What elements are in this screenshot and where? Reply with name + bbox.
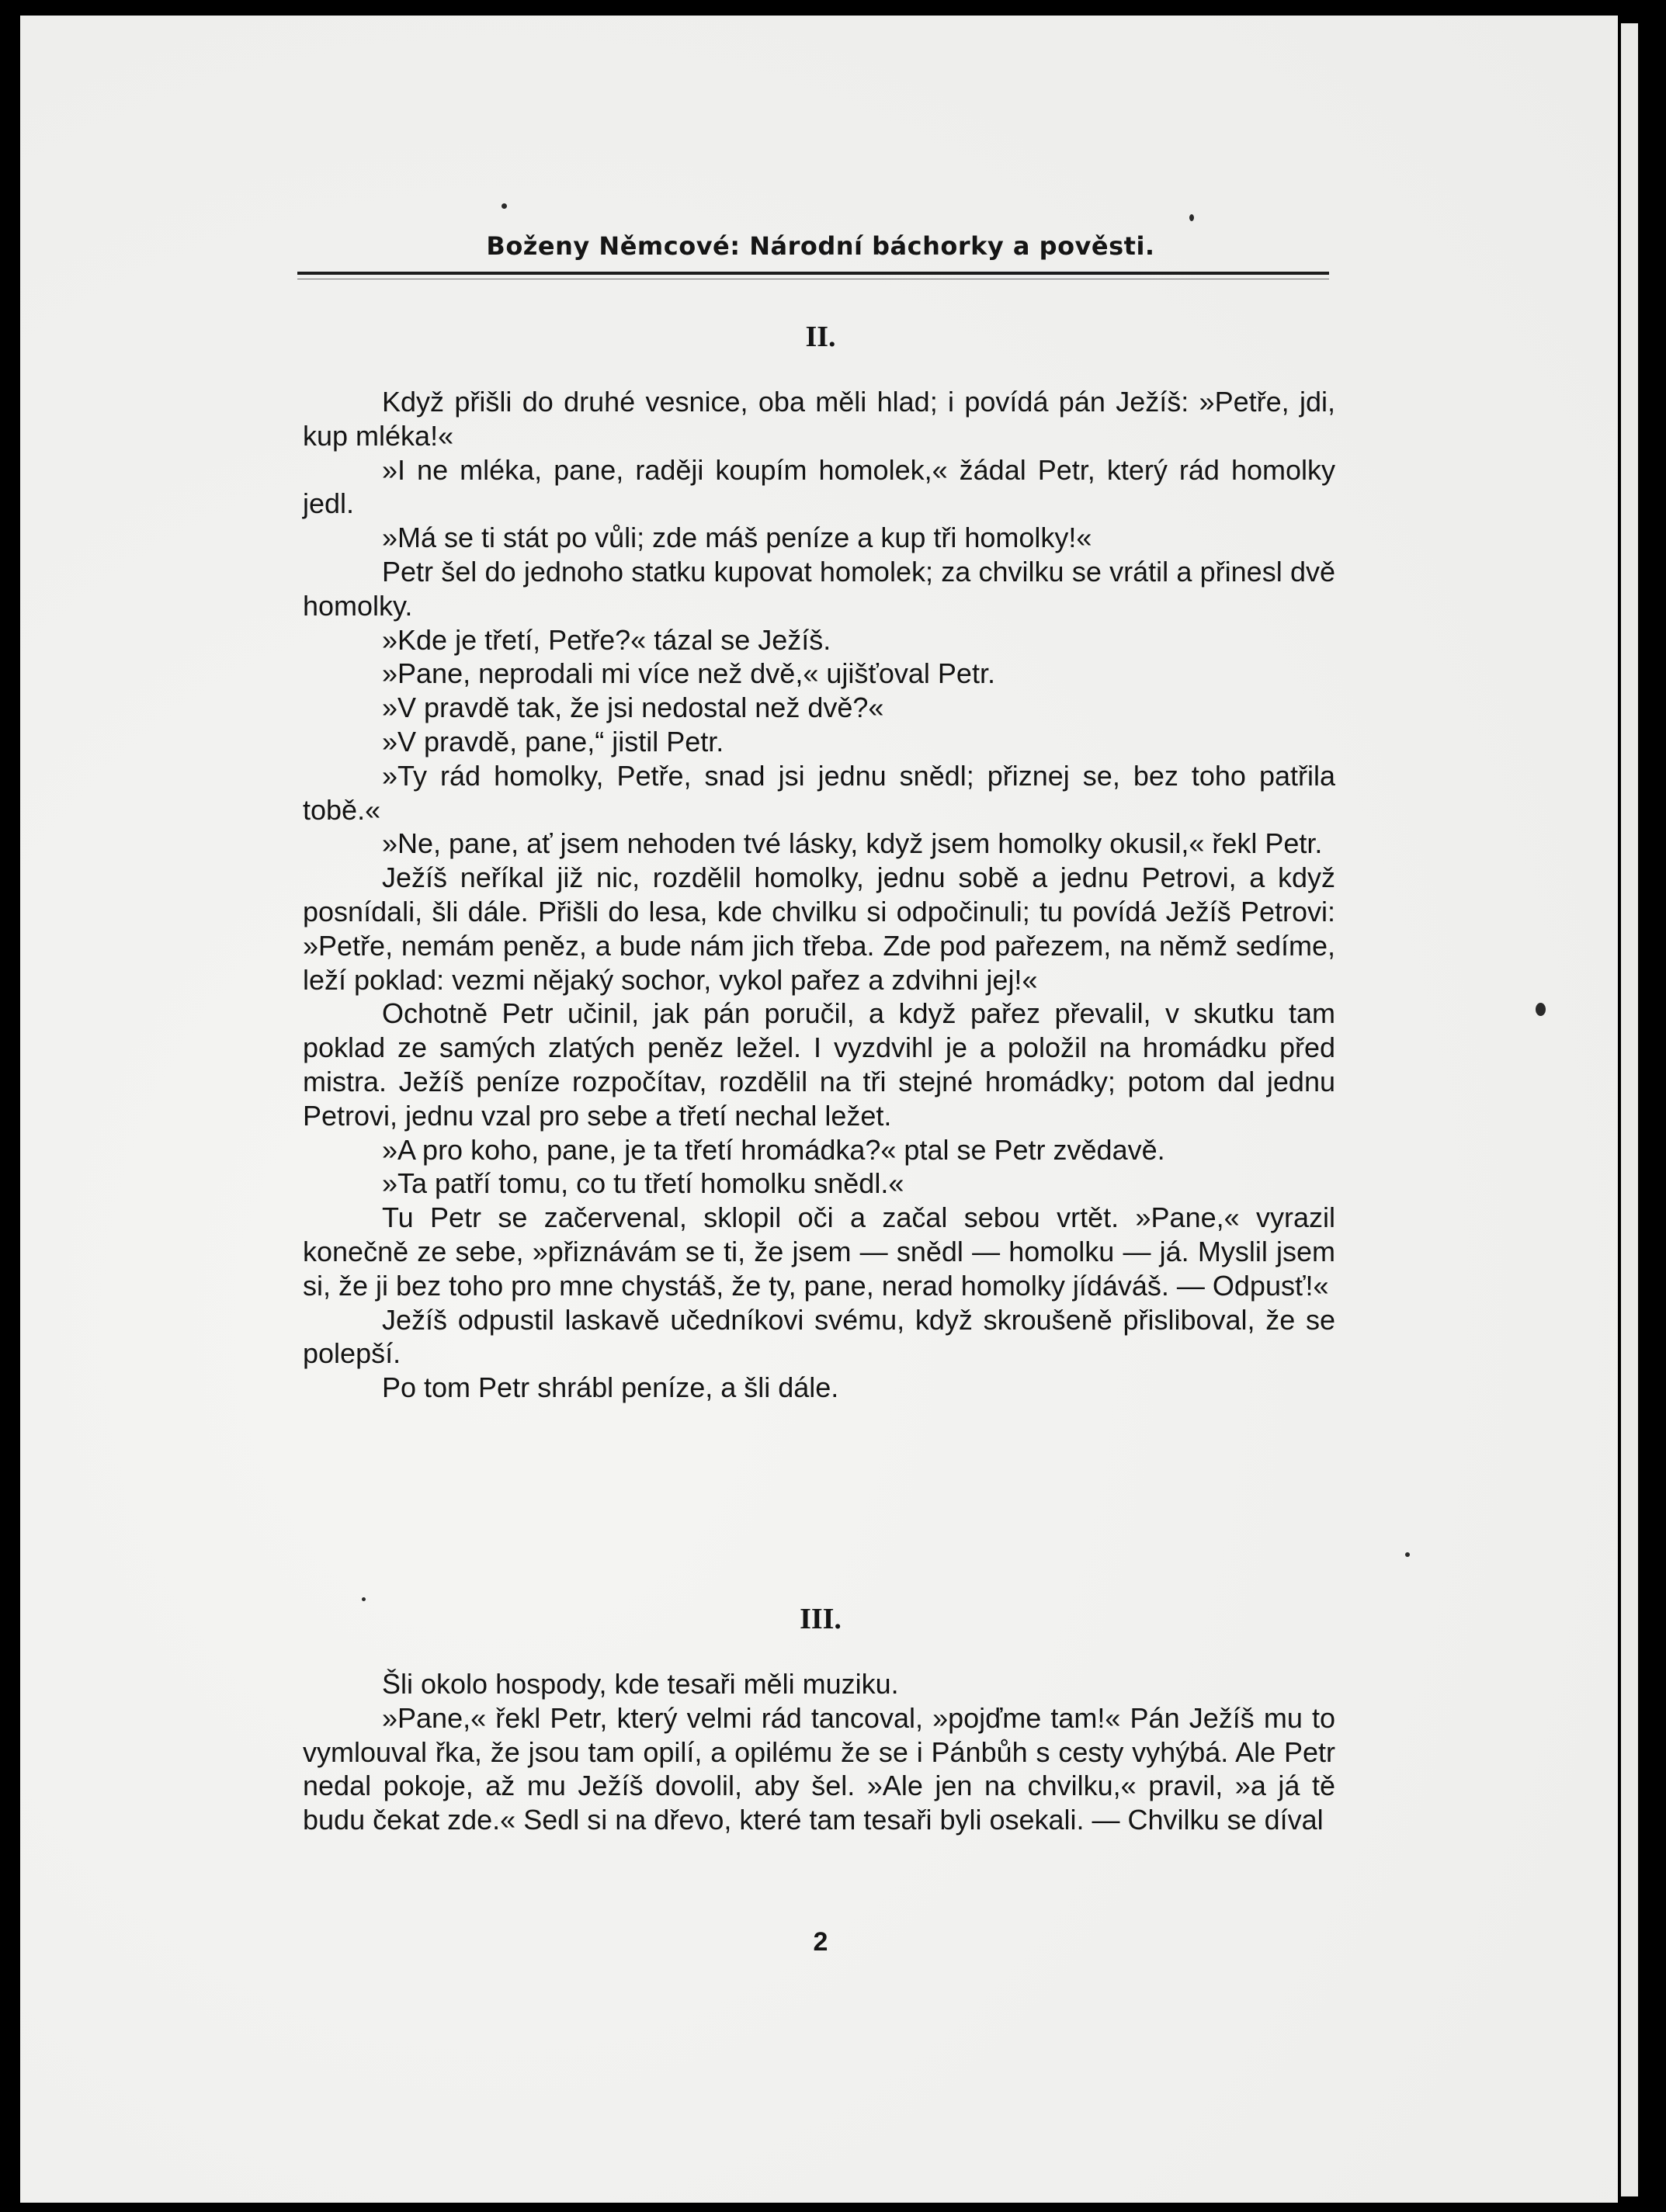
section-title-ii: II. — [805, 321, 836, 353]
paragraph: Ježíš odpustil laskavě učedníkovi svému, když skroušeně přisliboval, že se polepší. — [303, 1303, 1335, 1370]
scan-speck — [1189, 214, 1194, 221]
scan-speck — [502, 203, 507, 209]
scan-speck — [1536, 1003, 1546, 1016]
paragraph: »Pane, neprodali mi více než dvě,« ujišťoval Petr. — [382, 657, 995, 690]
paragraph: »Ta patří tomu, co tu třetí homolku snědl.« — [382, 1167, 904, 1200]
paragraph: Ochotně Petr učinil, jak pán poručil, a když pařez převalil, v skutku tam poklad ze samých zlatých peněz ležel. I vyzdvihl je a položil na hromádku před mistra. Ježíš peníze rozpočítav, rozdělil na tři stejné hromádky; potom dal jednu Petrovi, jednu vzal pro sebe a třetí nechal ležet. — [303, 997, 1335, 1132]
scan-speck — [1405, 1552, 1410, 1557]
paragraph: »A pro koho, pane, je ta třetí hromádka?« ptal se Petr zvědavě. — [382, 1133, 1165, 1166]
section-title-iii: III. — [800, 1603, 842, 1635]
paragraph: Tu Petr se začervenal, sklopil oči a začal sebou vrtět. »Pane,« vyrazil konečně ze sebe, »přiznávám se ti, že jsem — snědl — homolku — já. Myslil jsem si, že ji bez toho pro mne chystáš, že ty, pane, nerad homolky jídáváš. — Odpusť!« — [303, 1201, 1335, 1302]
paragraph: Ježíš neříkal již nic, rozdělil homolky, jednu sobě a jednu Petrovi, a když posnídali, šli dále. Přišli do lesa, kde chvilku si odpočinuli; tu povídá Ježíš Petrovi: »Petře, nemám peněz, a bude nám jich třeba. Zde pod pařezem, na němž sedíme, leží poklad: vezmi nějaký sochor, vykol pařez a zdvihni jej!« — [303, 862, 1335, 996]
section-ii-body — [303, 385, 1335, 1405]
paragraph: »I ne mléka, pane, raději koupím homolek,« žádal Petr, který rád homolky jedl. — [303, 453, 1335, 520]
running-header: Boženy Němcové: Národní báchorky a pověsti. — [486, 231, 1155, 261]
paragraph: »Ne, pane, ať jsem nehoden tvé lásky, když jsem homolky okusil,« řekl Petr. — [382, 827, 1323, 860]
paragraph: Petr šel do jednoho statku kupovat homolek; za chvilku se vrátil a přinesl dvě homolky. — [303, 555, 1335, 622]
paragraph: »V pravdě tak, že jsi nedostal než dvě?« — [382, 692, 884, 724]
page-number: 2 — [813, 1927, 828, 1957]
paragraph: »Má se ti stát po vůli; zde máš peníze a kup tři homolky!« — [382, 522, 1092, 554]
paragraph: »Ty rád homolky, Petře, snad jsi jednu snědl; přiznej se, bez toho patřila tobě.« — [303, 759, 1335, 826]
page-edge-strip — [1621, 23, 1638, 2196]
paragraph: Šli okolo hospody, kde tesaři měli muziku. — [382, 1668, 899, 1700]
paragraph: »V pravdě, pane,“ jistil Petr. — [382, 725, 724, 758]
section-iii-body — [303, 1667, 1335, 1837]
header-rule — [297, 272, 1329, 275]
paragraph: Když přišli do druhé vesnice, oba měli hlad; i povídá pán Ježíš: »Petře, jdi, kup mléka!« — [303, 386, 1335, 452]
paragraph: »Pane,« řekl Petr, který velmi rád tancoval, »pojďme tam!« Pán Ježíš mu to vymlouval řka, že jsou tam opilí, a opilému že se i Pánbůh s cesty vyhýbá. Ale Petr nedal pokoje, až mu Ježíš dovolil, aby šel. »Ale jen na chvilku,« pravil, »a já tě budu čekat zde.« Sedl si na dřevo, které tam tesaři byli osekali. — Chvilku se díval — [303, 1701, 1335, 1836]
scan-speck — [362, 1597, 366, 1601]
paragraph: Po tom Petr shrábl peníze, a šli dále. — [382, 1371, 839, 1404]
paragraph: »Kde je třetí, Petře?« tázal se Ježíš. — [382, 623, 831, 656]
